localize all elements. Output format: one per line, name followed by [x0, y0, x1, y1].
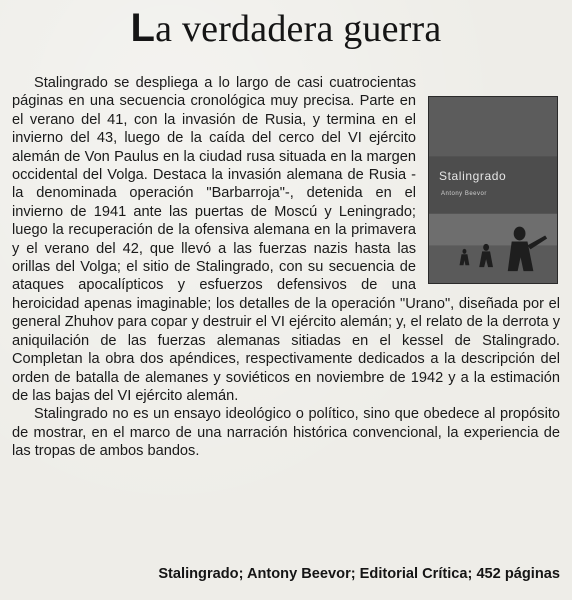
book-credit-line: Stalingrado; Antony Beevor; Editorial Crítica; 452 páginas	[158, 566, 560, 582]
book-cover-image	[428, 96, 558, 284]
title-rest: a verdadera guerra	[155, 8, 442, 50]
title-initial: L	[130, 6, 156, 50]
paragraph-2: Stalingrado no es un ensayo ideológico o político, sino que obedece al propósito de mostrar, en el marco de una narración histórica convencional, la experiencia de las tropas de ambos bandos.	[12, 406, 560, 460]
book-cover-author: Antony Beevor	[441, 191, 487, 197]
article-title	[0, 6, 572, 51]
paragraph-1: Stalingrado se despliega a lo largo de casi cuatrocientas páginas en una secuencia cronológica muy precisa. Parte en el verano del 41, con la invasión de Rusia, y termina en el invierno del 43, luego de la caída del cerco del VI ejército alemán de Von Paulus en la ciudad rusa situada en la margen occidental del Volga. Destaca la invasión alemana de Rusia -la denominada operación "Barbarroja"-, detenida en el invierno de 1941 ante las puertas de Moscú y Leningrado; luego la recuperación de la ofensiva alemana en la primavera y el verano del 42, que llevó a las fuerzas nazis hasta las orillas del Volga; el sitio de Stalingrado, con su secuencia de ataques apocalípticos y esfuerzos defensivos de una heroicidad apenas imaginable; los detalles de la operación "Urano", diseñada por el general Zhuhov para copar y destruir el VI ejército alemán; y, el relato de la derrota y aniquilación de las fuerzas alemanas sitiadas en el kessel de Stalingrado. Completan la obra dos apéndices, respectivamente dedicados a la descripción del orden de batalla de alemanes y soviéticos en noviembre de 1942 y a la estimación de las bajas del VI ejército alemán.	[12, 75, 560, 404]
book-cover-title: Stalingrado	[439, 169, 507, 183]
article-body	[12, 74, 560, 461]
